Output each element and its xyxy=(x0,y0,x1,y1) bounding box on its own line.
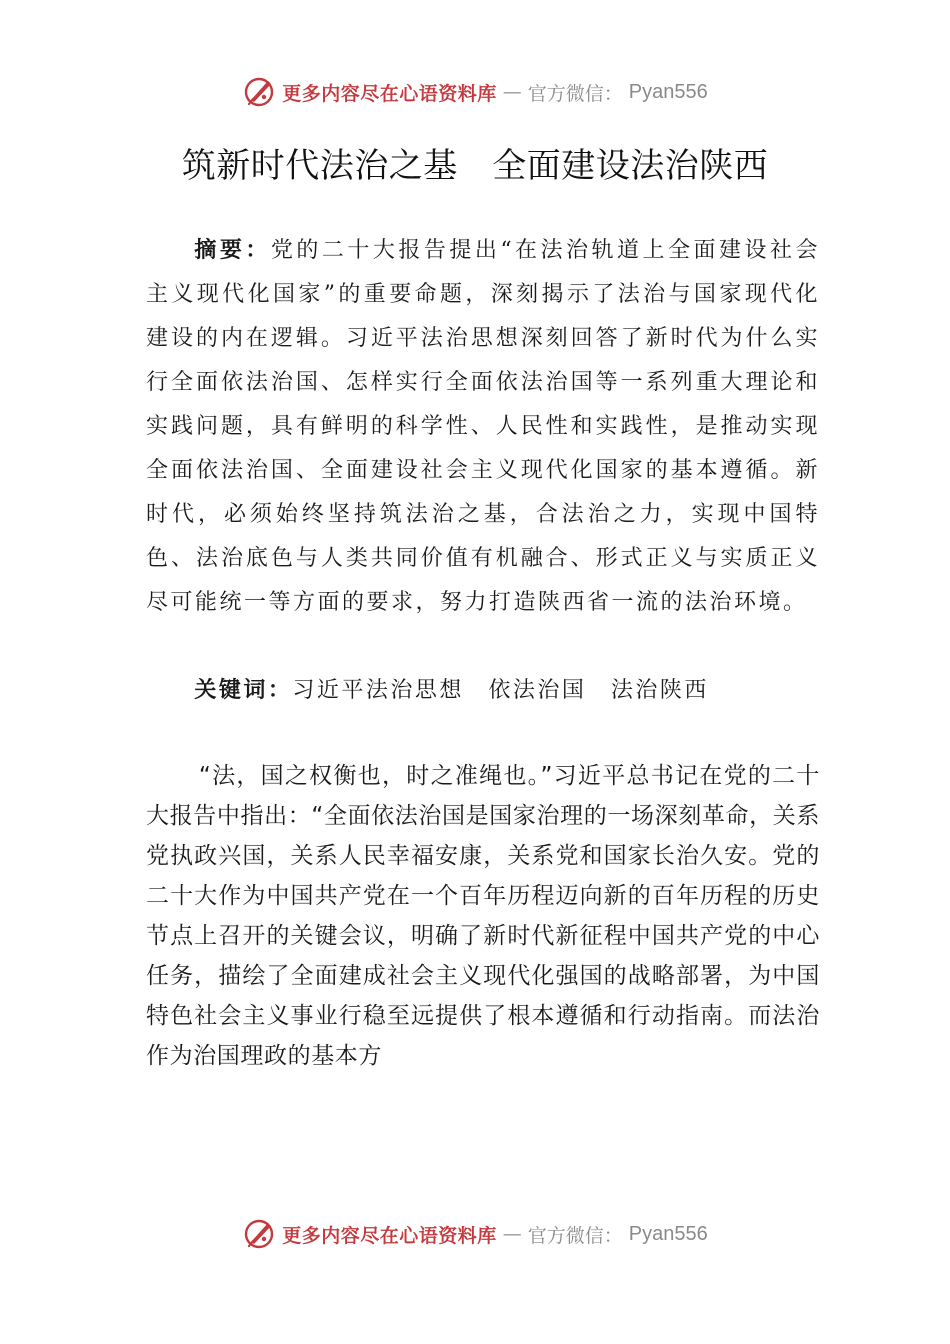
keywords-line xyxy=(146,668,820,713)
banner-wechat-label: 官方微信： xyxy=(527,1224,623,1247)
banner-wechat-id: Pyan556 xyxy=(628,1222,708,1245)
banner-wechat-label: 官方微信： xyxy=(527,82,623,105)
keywords-text: 习近平法治思想 依法治国 法治陕西 xyxy=(292,678,709,703)
document-title: 筑新时代法治之基 全面建设法治陕西 xyxy=(181,146,769,186)
abstract-text: 党的二十大报告提出“在法治轨道上全面建设社会主义现代化国家”的重要命题，深刻揭示了法治与国家现代化建设的内在逻辑。习近平法治思想深刻回答了新时代为什么实行全面依法治国、怎样实行全面依法治国等一系列重大理论和实践问题，具有鲜明的科学性、人民性和实践性，是推动实现全面依法治国、全面建设社会主义现代化国家的基本遵循。新时代，必须始终坚持筑法治之基，合法治之力，实现中国特色、法治底色与人类共同价值有机融合、形式正义与实质正义尽可能统一等方面的要求，努力打造陕西省一流的法治环境。 xyxy=(146,238,820,615)
banner-slogan: 更多内容尽在心语资料库 xyxy=(282,82,497,105)
banner-separator: — xyxy=(502,1223,522,1245)
footer-banner xyxy=(0,1214,950,1254)
banner-separator: — xyxy=(502,81,522,103)
quill-pen-circle-icon xyxy=(242,75,276,109)
banner-wechat-id: Pyan556 xyxy=(628,80,708,103)
banner-slogan: 更多内容尽在心语资料库 xyxy=(282,1224,497,1247)
abstract-paragraph xyxy=(146,228,820,625)
header-banner xyxy=(0,72,950,112)
abstract-label: 摘要： xyxy=(194,237,271,263)
body-paragraph: “法，国之权衡也，时之准绳也。”习近平总书记在党的二十大报告中指出：“全面依法治国是国家治理的一场深刻革命，关系党执政兴国，关系人民幸福安康，关系党和国家长治久安。党的二十大作为中国共产党在一个百年历程迈向新的百年历程的历史节点上召开的关键会议，明确了新时代新征程中国共产党的中心任务，描绘了全面建成社会主义现代化强国的战略部署，为中国特色社会主义事业行稳至远提供了根本遵循和行动指南。而法治作为治国理政的基本方 xyxy=(146,763,820,1069)
quill-pen-circle-icon xyxy=(242,1217,276,1251)
keywords-label: 关键词： xyxy=(194,677,293,703)
